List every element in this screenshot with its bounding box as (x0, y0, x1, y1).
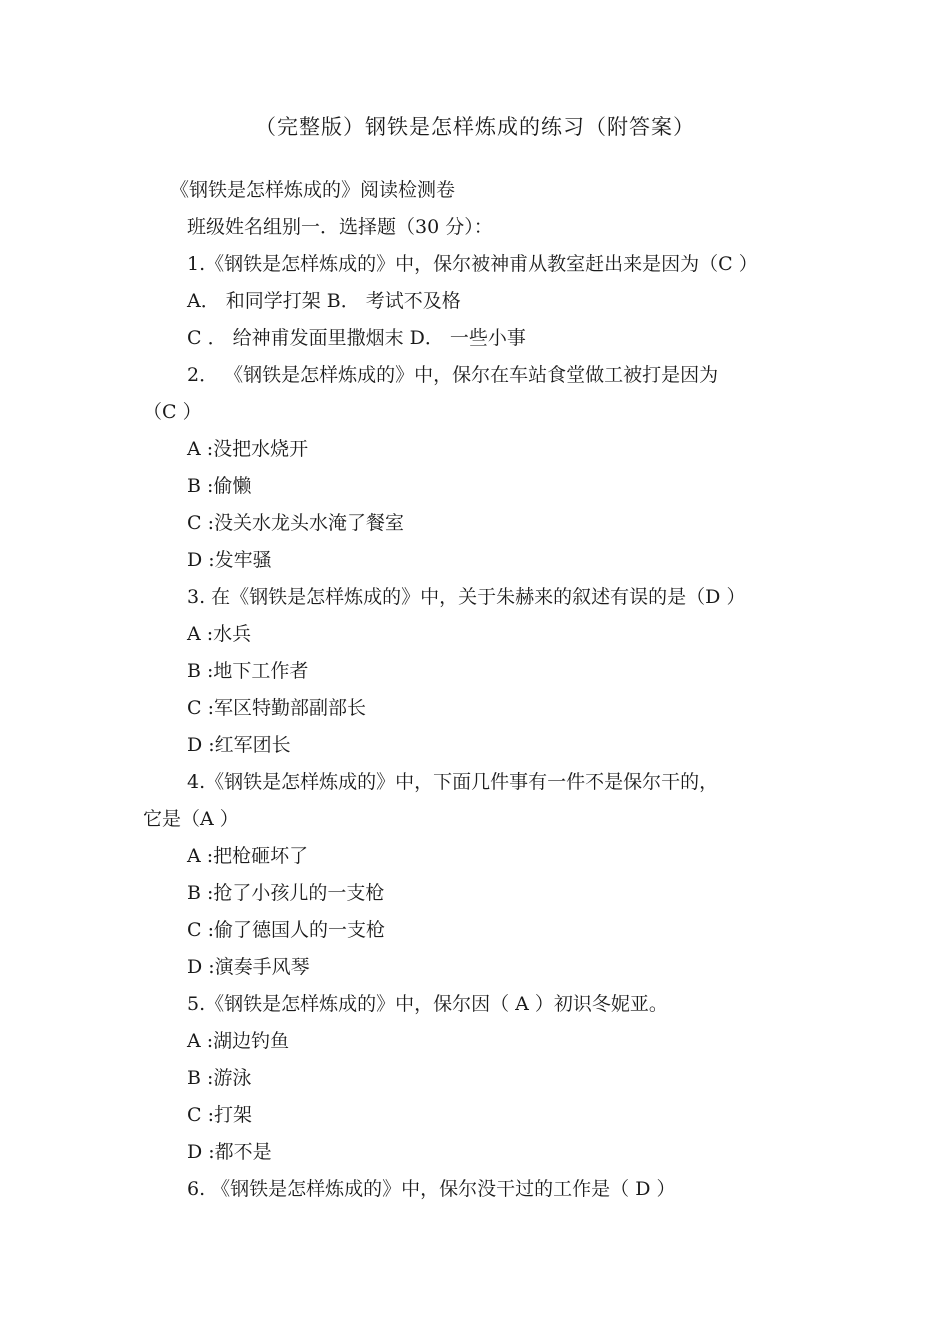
text-line: D :发牢骚 (187, 549, 272, 571)
text-line: A :水兵 (187, 623, 252, 645)
text-line: D :演奏手风琴 (187, 956, 310, 978)
text-line: D :红军团长 (187, 734, 291, 756)
text-line: A :把枪砸坏了 (187, 845, 309, 867)
text-line: 3. 在《钢铁是怎样炼成的》中，关于朱赫来的叙述有误的是（D ） (187, 586, 746, 608)
text-line: A :湖边钓鱼 (187, 1030, 290, 1052)
text-line: A． 和同学打架 B． 考试不及格 (187, 290, 461, 312)
text-line: 5.《钢铁是怎样炼成的》中，保尔因（ A ）初识冬妮亚。 (187, 993, 668, 1015)
text-line: C :军区特勤部副部长 (187, 697, 366, 719)
text-line: C ． 给神甫发面里撒烟末 D． 一些小事 (187, 327, 526, 349)
text-line: C :打架 (187, 1104, 252, 1126)
text-line: B :游泳 (187, 1067, 252, 1089)
document-title: （完整版）钢铁是怎样炼成的练习（附答案） (255, 115, 695, 139)
text-line: 4.《钢铁是怎样炼成的》中，下面几件事有一件不是保尔干的， (187, 771, 719, 793)
text-line: C :偷了德国人的一支枪 (187, 919, 385, 941)
text-line: 它是（A ） (143, 808, 239, 830)
text-line: 《钢铁是怎样炼成的》阅读检测卷 (170, 179, 456, 201)
text-line: 班级姓名组别一．选择题（30 分）： (187, 216, 493, 238)
text-line: C :没关水龙头水淹了餐室 (187, 512, 404, 534)
text-line: B :地下工作者 (187, 660, 309, 682)
text-line: 2． 《钢铁是怎样炼成的》中，保尔在车站食堂做工被打是因为 (187, 364, 719, 386)
text-line: D :都不是 (187, 1141, 272, 1163)
text-line: B :偷懒 (187, 475, 252, 497)
text-line: B :抢了小孩儿的一支枪 (187, 882, 385, 904)
text-line: A :没把水烧开 (187, 438, 309, 460)
text-line: 1.《钢铁是怎样炼成的》中，保尔被神甫从教室赶出来是因为（C ） (187, 253, 758, 275)
document-body (0, 172, 950, 1208)
text-line: 6. 《钢铁是怎样炼成的》中，保尔没干过的工作是（ D ） (187, 1178, 676, 1200)
text-line: （C ） (143, 401, 202, 423)
